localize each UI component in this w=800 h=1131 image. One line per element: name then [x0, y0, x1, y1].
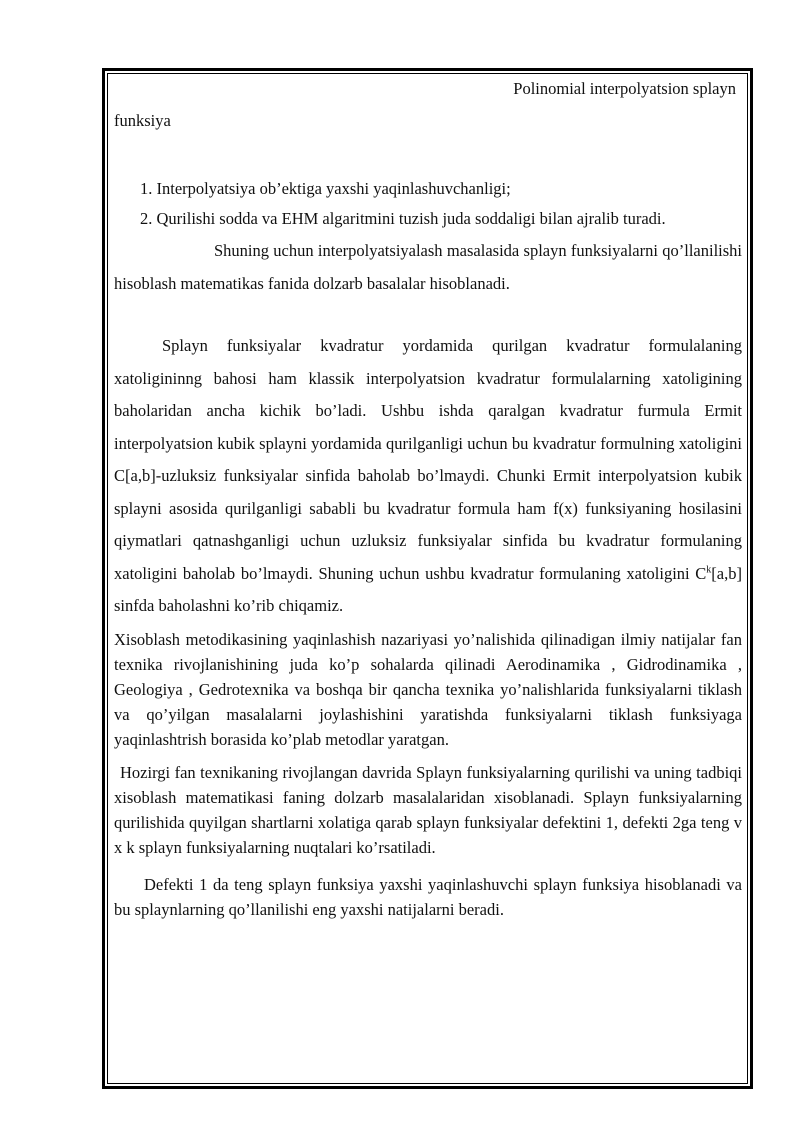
paragraph: [114, 872, 742, 922]
paragraph: [114, 760, 742, 860]
paragraph: [114, 330, 742, 623]
paragraph-text: Xisoblash metodikasining yaqinlashish nazariyasi yo’nalishida qilinadigan ilmiy natijalar fan texnika rivojlanishining juda ko’p sohalarda qilinadi Aerodinamika , Gidrodinamika , Geologiya , Gedrotexnika va boshqa bir qancha texnika yo’nalishlarida funksiyalarni tiklash va qo’yilgan masalalarni joylashishini yaratishda funksiyalarni tiklash funksiyaga yaqinlashtrish borasida ko’plab metodlar yaratgan.: [114, 629, 742, 749]
document-title: Polinomial interpolyatsion splayn: [513, 79, 736, 98]
paragraph-text: Hozirgi fan texnikaning rivojlangan davrida Splayn funksiyalarning qurilishi va uning tadbiqi xisoblash matematikasi faning dolzarb masalalaridan xisoblanadi. Splayn funksiyalarning qurilishida quyilgan shartlarni xolatiga qarab splayn funksiyalar defektini 1, defekti 2ga teng v x k splayn funksiyalarning nuqtalari ko’rsatiladi.: [114, 762, 742, 857]
list-item: 1. Interpolyatsiya ob’ektiga yaxshi yaqinlashuvchanligi;: [140, 179, 511, 198]
list-item: 2. Qurilishi sodda va EHM algaritmini tuzish juda soddaligi bilan ajralib turadi.: [140, 209, 666, 228]
paragraph-text: Splayn funksiyalar kvadratur yordamida qurilgan kvadratur formulalaning xatoligininng bahosi ham klassik interpolyatsion kvadratur formulalarning xatoligining baholaridan ancha kichik bo’ladi. Ushbu ishda qaralgan kvadratur furmula Ermit interpolyatsion kubik splayni yordamida qurilganligi uchun bu kvadratur formulning xatoligini C[a,b]-uzluksiz funksiyalar sinfida baholab bo’lmaydi. Chunki Ermit interpolyatsion kubik splayni asosida qurilganligi sababli bu kvadratur formula ham f(x) funksiyaning hosilasini qiymatlari qatnashganligi uchun uzluksiz funksiyalar sinfida bu kvadratur formulaning xatoligini baholab bo’lmaydi. Shuning uchun ushbu kvadratur formulaning xatoligini C: [114, 336, 742, 583]
paragraph-text: Shuning uchun interpolyatsiyalash masalasida splayn funksiyalarni qo’llanilishi hisoblash matematikas fanida dolzarb basalalar hisoblanadi.: [114, 241, 742, 293]
feature-list: [114, 175, 742, 233]
superscript: k: [706, 564, 712, 575]
document-title-continuation: funksiya: [114, 111, 171, 130]
paragraph-text: Defekti 1 da teng splayn funksiya yaxshi yaqinlashuvchi splayn funksiya hisoblanadi va bu splaynlarning qo’llanilishi eng yaxshi natijalarni beradi.: [114, 874, 742, 919]
document-body: [114, 75, 742, 922]
paragraph: [114, 627, 742, 752]
paragraph: [114, 235, 742, 300]
paragraph-text: [a,b] sinfda baholashni ko’rib chiqamiz.: [114, 563, 742, 615]
